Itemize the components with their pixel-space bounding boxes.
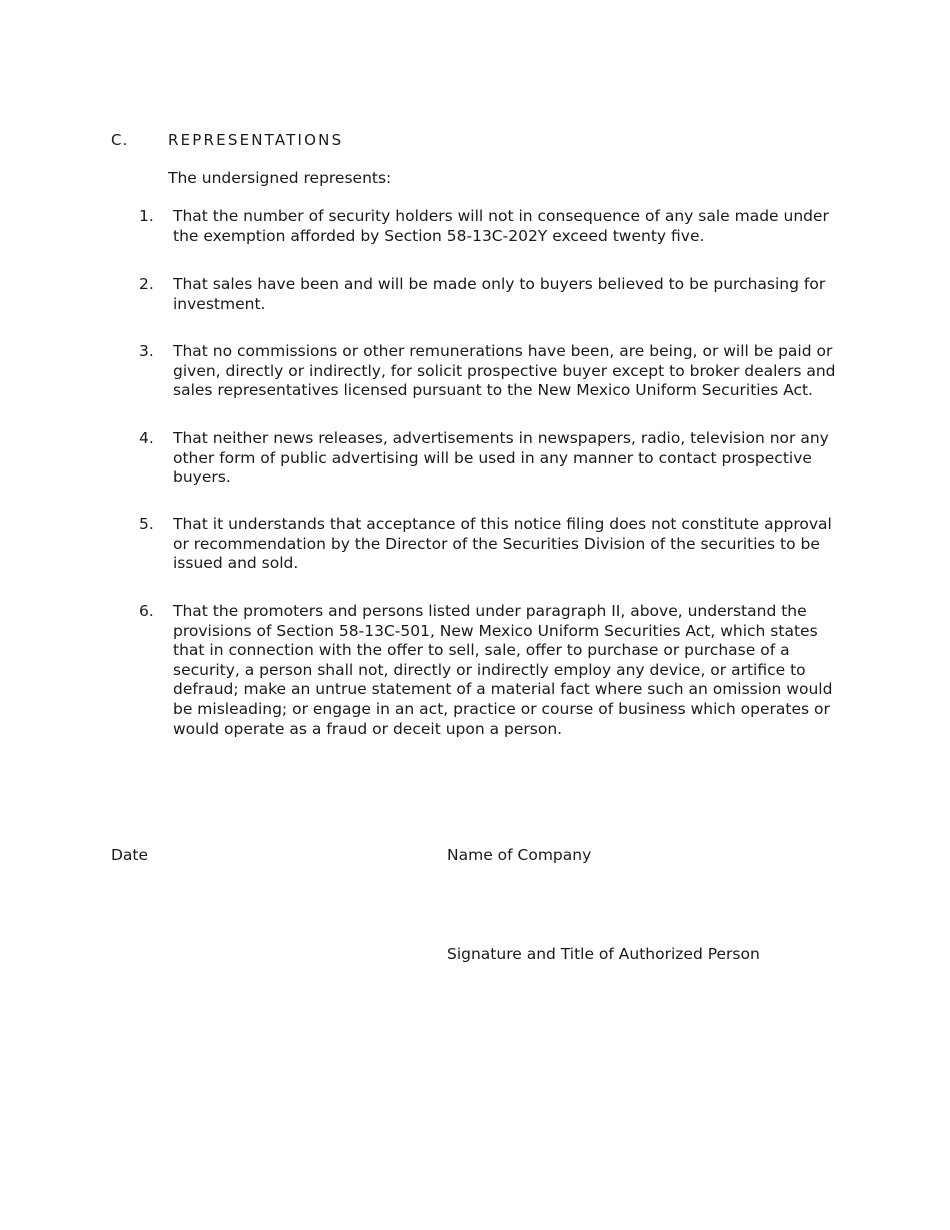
item-number: 5. — [139, 515, 154, 533]
item-text: That sales have been and will be made only to buyers believed to be purchasing for investment. — [173, 275, 826, 313]
item-number: 6. — [139, 602, 154, 620]
item-text: That the promoters and persons listed under paragraph II, above, understand the provisions of Section 58-13C-501, New Mexico Uniform Securities Act, which states that in connection with the offer to sell, sale, offer to purchase or purchase of a security, a person shall not, directly or indirectly employ any device, or artifice to defraud; make an untrue statement of a material fact where such an omission would be misleading; or engage in an act, practice or course of business which operates or would operate as a fraud or deceit upon a person. — [173, 602, 833, 738]
date-label: Date — [111, 846, 149, 864]
signature-title-label: Signature and Title of Authorized Person — [447, 945, 760, 963]
authorized-signature-line: __________________________________ — [447, 931, 746, 945]
company-label: Name of Company — [447, 846, 592, 864]
item-number: 1. — [139, 207, 154, 225]
item-text: That the number of security holders will not in consequence of any sale made under the exemption afforded by Section 58-13C-202Y exceed twenty five. — [173, 207, 829, 245]
item-number: 3. — [139, 342, 154, 360]
date-signature-line: __________________ — [111, 832, 270, 846]
item-number: 4. — [139, 429, 154, 447]
section-letter: C. — [111, 131, 129, 149]
item-text: That no commissions or other remunerations have been, are being, or will be paid or given, directly or indirectly, for solicit prospective buyer except to broker dealers and sales representatives licensed pursuant to the New Mexico Uniform Securities Act. — [173, 342, 836, 400]
item-text: That neither news releases, advertisements in newspapers, radio, television nor any other form of public advertising will be used in any manner to contact prospective buyers. — [173, 429, 829, 487]
item-number: 2. — [139, 275, 154, 293]
item-text: That it understands that acceptance of this notice filing does not constitute approval or recommendation by the Director of the Securities Division of the securities to be issued and sold. — [173, 515, 832, 573]
section-heading: REPRESENTATIONS — [168, 131, 344, 149]
intro-text: The undersigned represents: — [168, 169, 392, 187]
company-signature-line: __________________________________ — [447, 832, 746, 846]
